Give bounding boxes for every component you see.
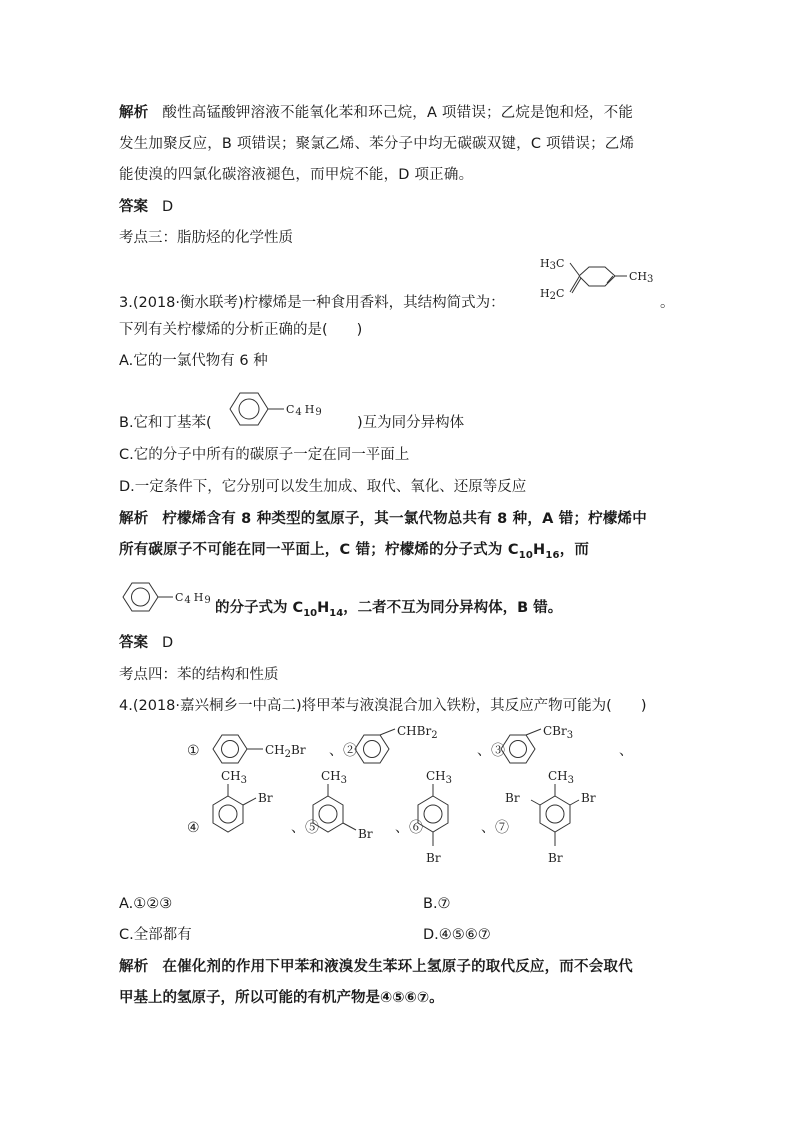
svg-text:Br: Br xyxy=(581,791,596,805)
section3-title: 考点三：脂肪烃的化学性质 xyxy=(119,230,293,246)
analysis-label: 解析 xyxy=(119,105,149,121)
svg-text:Br: Br xyxy=(258,791,273,805)
svg-text:Br: Br xyxy=(505,791,520,805)
butylbenzene-structure-2 xyxy=(117,575,217,621)
product-6-number: 、⑥ xyxy=(395,820,423,836)
product-3-end: 、 xyxy=(619,743,633,759)
limonene-ch3-label: CH3 xyxy=(629,270,654,285)
svg-text:CH3: $CH_3$ xyxy=(321,770,348,786)
q3-analysis-line2: 所有碳原子不可能在同一平面上，C 错；柠檬烯的分子式为 $C_{10}H_{16}$，而 xyxy=(119,542,590,561)
q2-analysis-line2: 发生加聚反应，B 项错误；聚氯乙烯、苯分子中均无碳碳双键，C 项错误；乙烯 xyxy=(119,136,635,152)
product-4-number: ④ xyxy=(187,820,200,836)
p2-ring xyxy=(355,735,389,763)
svg-text:Br: Br xyxy=(426,851,441,865)
butylbenzene-structure xyxy=(224,385,354,435)
svg-text:Br: Br xyxy=(548,851,563,865)
q4-option-d: D.④⑤⑥⑦ xyxy=(423,927,491,943)
q3-stem-a: 3.(2018·衡水联考)柠檬烯是一种食用香料，其结构简式为： xyxy=(119,295,505,311)
q4-products-row2 xyxy=(183,770,623,880)
q3-analysis-line1 xyxy=(119,509,647,529)
q4-analysis-line1 xyxy=(119,957,633,977)
analysis-label: 解析 xyxy=(119,511,149,527)
q4-option-b: B.⑦ xyxy=(423,896,451,912)
q4-option-a: A.①②③ xyxy=(119,896,173,912)
product-7-number: 、⑦ xyxy=(481,820,509,836)
butyl-label: C4 H9 xyxy=(286,403,322,418)
q3-option-b-post: )互为同分异构体 xyxy=(357,415,465,431)
q4-stem: 4.(2018·嘉兴桐乡一中高二)将甲苯与液溴混合加入铁粉，其反应产物可能为( ) xyxy=(119,698,647,714)
q3-option-b-pre: B.它和丁基苯( xyxy=(119,415,212,431)
svg-text:Br: Br xyxy=(358,827,373,841)
product-5-number: 、⑤ xyxy=(291,820,319,836)
p1-label: $CH_2Br$ xyxy=(265,743,306,760)
analysis-text: 柠檬烯含有 8 种类型的氢原子，其一氯代物总共有 8 种，A 错；柠檬烯中 xyxy=(162,511,647,527)
answer-label: 答案 xyxy=(119,199,148,215)
p1-ring xyxy=(213,735,247,763)
product-3-number: 、③ xyxy=(477,743,505,759)
q3-answer xyxy=(119,633,173,653)
answer-value: D xyxy=(162,199,174,215)
svg-text:CH3: $CH_3$ xyxy=(221,770,248,786)
answer-label: 答案 xyxy=(119,635,148,651)
p3-ring xyxy=(501,735,535,763)
svg-text:CH3: $CH_3$ xyxy=(426,770,453,786)
q2-answer xyxy=(119,197,173,217)
q3-option-d: D.一定条件下，它分别可以发生加成、取代、氧化、还原等反应 xyxy=(119,479,527,495)
butyl-label-2: C4 H9 xyxy=(175,591,211,606)
analysis-text: 在催化剂的作用下甲苯和液溴发生苯环上氢原子的取代反应，而不会取代 xyxy=(162,959,633,975)
q3-option-c: C.它的分子中所有的碳原子一定在同一平面上 xyxy=(119,447,410,463)
answer-value: D xyxy=(162,635,174,651)
section4-title: 考点四：苯的结构和性质 xyxy=(119,667,279,683)
q4-products-row1 xyxy=(183,725,643,775)
p3-label: CBr$_3$ xyxy=(543,725,574,741)
q2-analysis-line1 xyxy=(119,103,633,123)
limonene-h2c-label: H2C xyxy=(540,287,565,302)
p2-label: CHBr$_2$ xyxy=(397,725,438,741)
limonene-h3c-label: H3C xyxy=(540,257,565,272)
q3-analysis-line3: 的分子式为 $C_{10}H_{14}$，二者不互为同分异构体，B 错。 xyxy=(215,600,563,619)
q2-analysis-line3: 能使溴的四氯化碳溶液褪色，而甲烷不能，D 项正确。 xyxy=(119,167,474,183)
product-2-number: 、② xyxy=(329,743,357,759)
q4-option-c: C.全部都有 xyxy=(119,927,192,943)
svg-text:CH3: $CH_3$ xyxy=(548,770,575,786)
analysis-text: 酸性高锰酸钾溶液不能氧化苯和环己烷，A 项错误；乙烷是饱和烃，不能 xyxy=(162,105,634,121)
q3-stem-b: 下列有关柠檬烯的分析正确的是( ) xyxy=(119,322,363,338)
q3-option-a: A.它的一氯代物有 6 种 xyxy=(119,353,268,369)
limonene-structure xyxy=(535,255,665,310)
q4-analysis-line2: 甲基上的氢原子，所以可能的有机产物是④⑤⑥⑦。 xyxy=(119,990,444,1006)
analysis-label: 解析 xyxy=(119,959,149,975)
product-1-number: ① xyxy=(187,743,200,759)
q3-stem-end: 。 xyxy=(660,295,675,311)
